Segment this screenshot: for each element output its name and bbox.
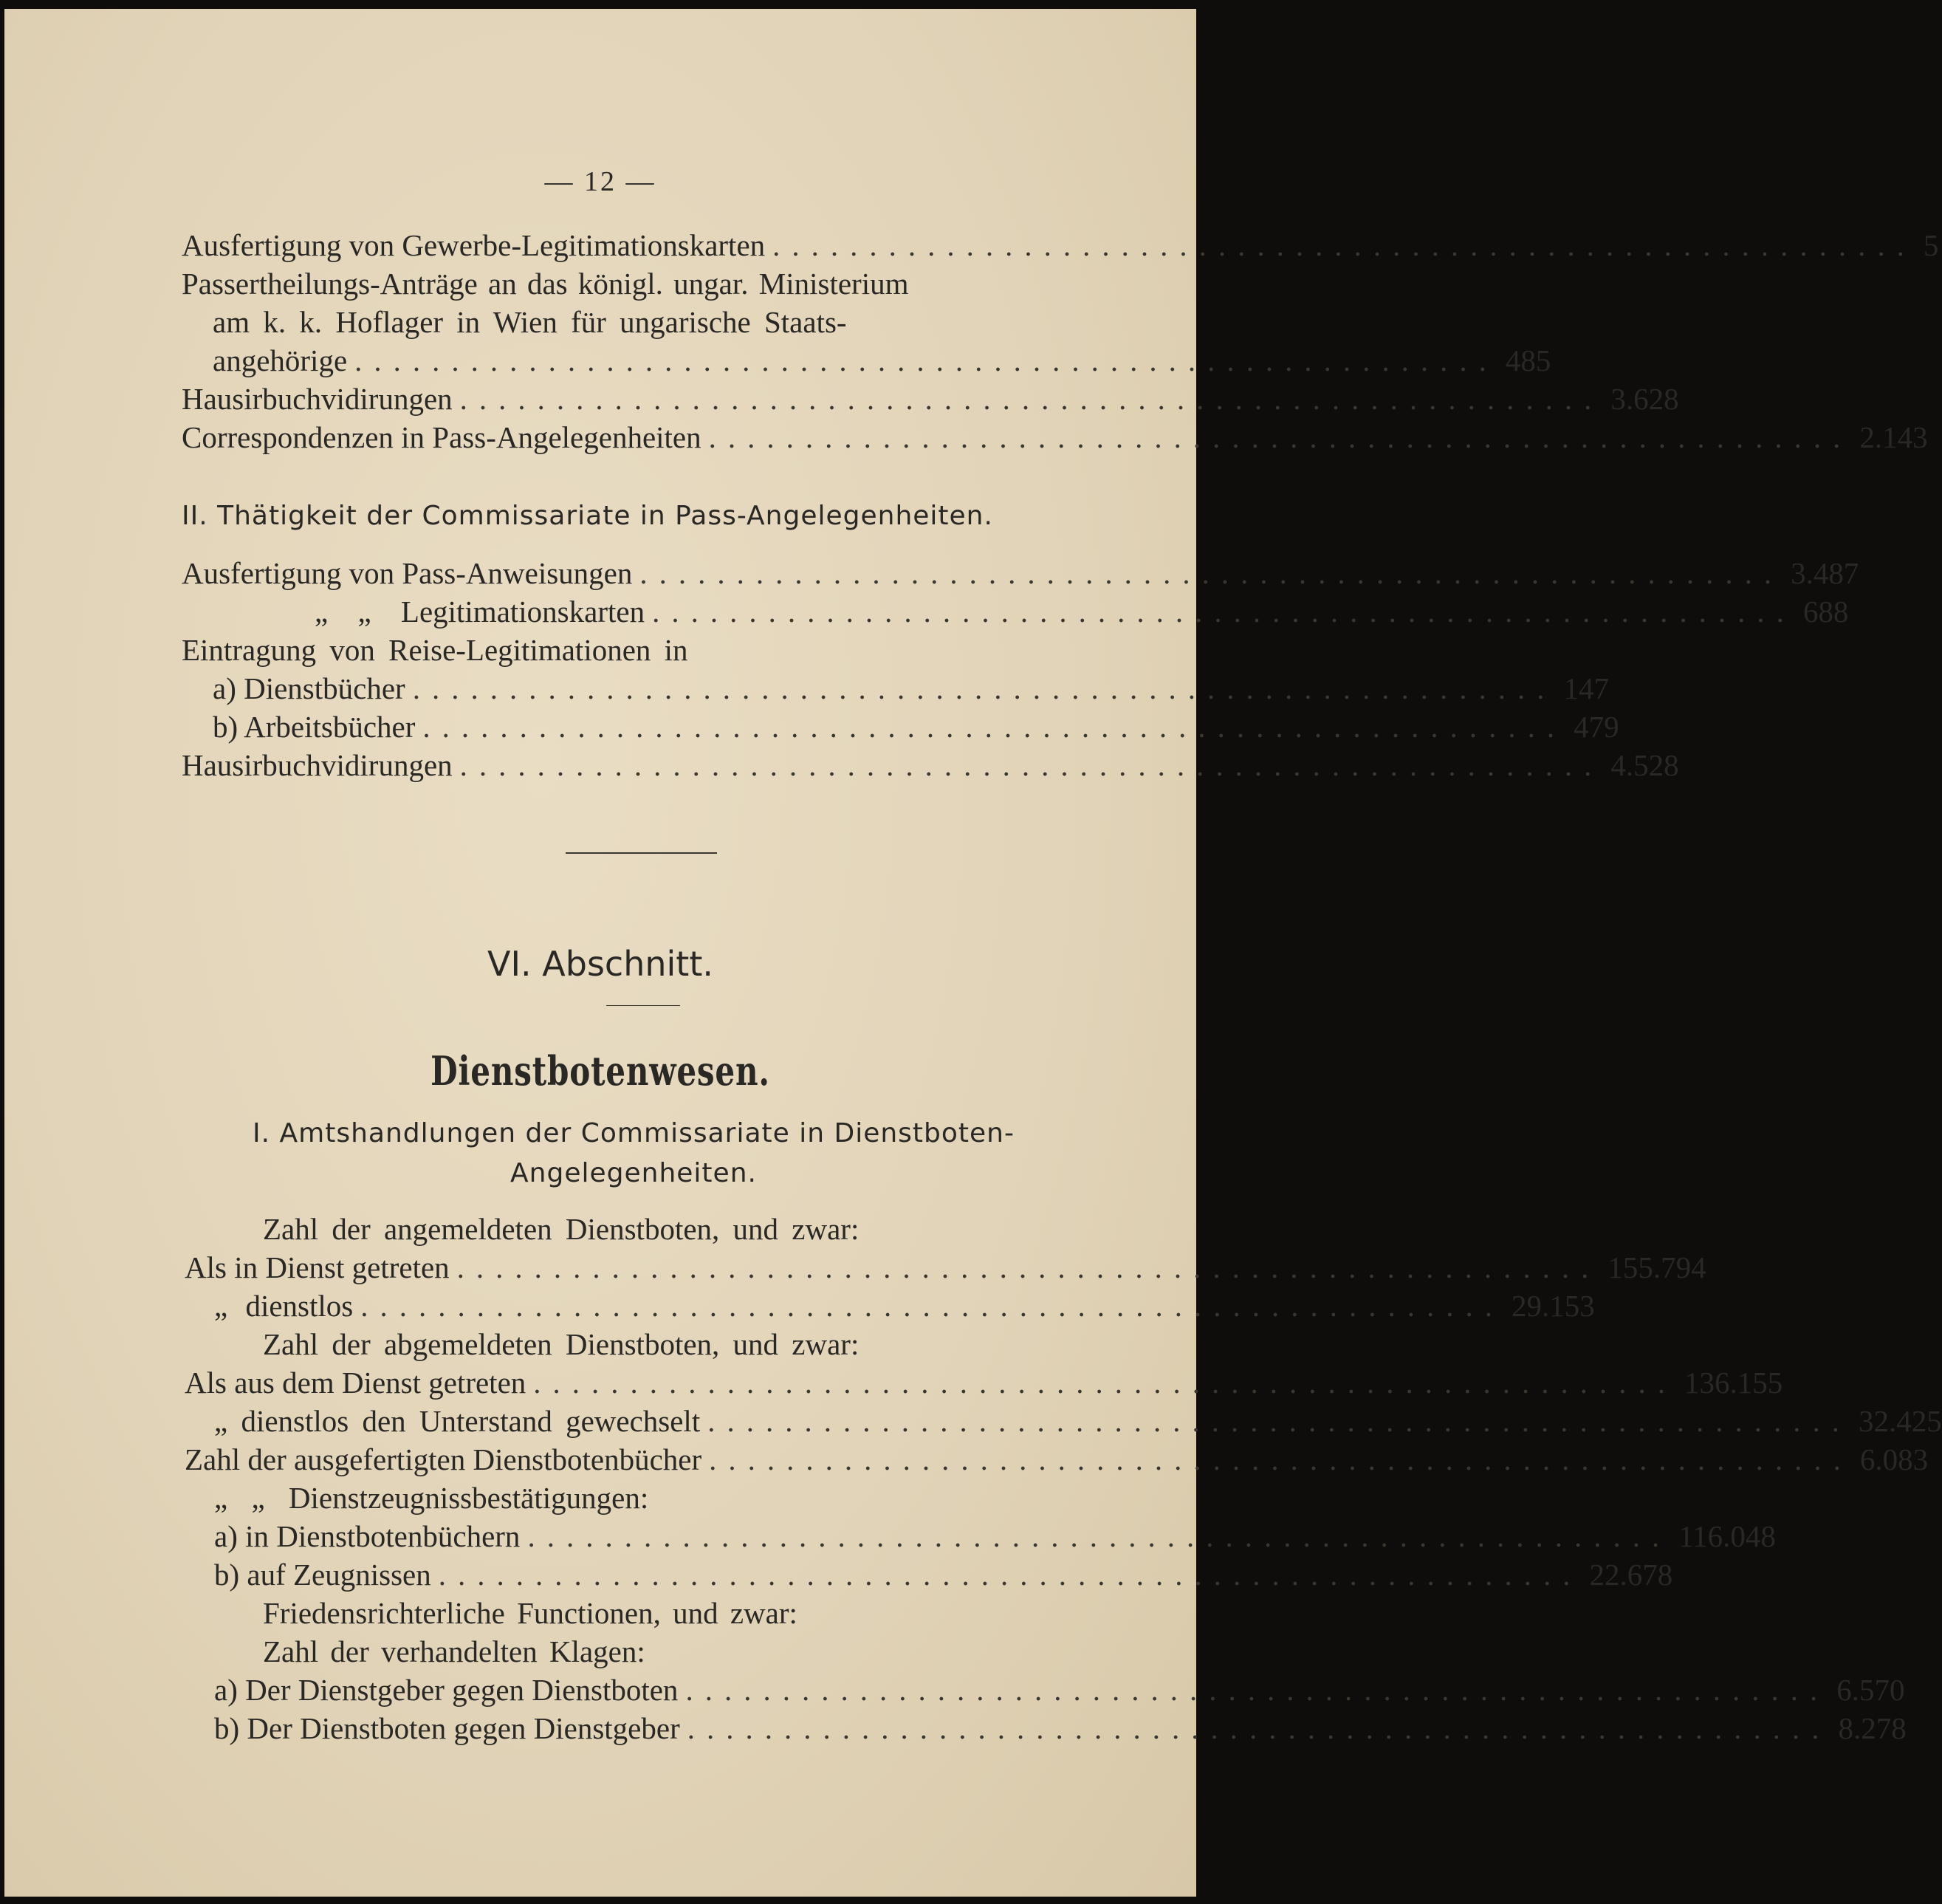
- entry-auf-zeugnissen: [214, 1557, 1673, 1595]
- entry-dienstgeber-gegen-dienstboten: [214, 1672, 1905, 1710]
- entry-label: Zahl der ausgefertigten Dienstbotenbücher: [185, 1442, 702, 1476]
- leader-dots: ...........................................................: [527, 1519, 1672, 1553]
- entry-label: a) Der Dienstgeber gegen Dienstboten: [214, 1673, 679, 1707]
- entry-label: a) Dienstbücher: [213, 671, 405, 705]
- entry-value: 22.678: [1589, 1558, 1673, 1592]
- entry-value: 479: [1574, 710, 1619, 744]
- entry-angehoerige: [213, 343, 1551, 381]
- entry-label: „ dienstlos: [214, 1289, 354, 1323]
- leader-dots: ...........................................................: [639, 556, 1784, 590]
- entry-label: Als aus dem Dienst getreten: [185, 1366, 526, 1400]
- subheading-line-2: Angelegenheiten.: [510, 1158, 757, 1188]
- leader-dots: ...........................................................: [456, 1250, 1601, 1284]
- leader-dots: ...........................................................: [687, 1711, 1831, 1745]
- entry-value: 116.048: [1678, 1519, 1776, 1553]
- leader-dots: ...........................................................: [533, 1366, 1678, 1400]
- leader-dots: ...........................................................: [360, 1289, 1504, 1323]
- leader-dots: ...........................................................: [707, 1404, 1851, 1438]
- entry-label: b) Der Dienstboten gegen Dienstgeber: [214, 1711, 680, 1745]
- entry-label: a) in Dienstbotenbüchern: [214, 1519, 521, 1553]
- entry-value: 8.278: [1838, 1711, 1907, 1745]
- entry-dienstbotenbuecher: [185, 1442, 1929, 1480]
- entry-value: 2.143: [1859, 420, 1928, 454]
- entry-value: 32.425: [1858, 1404, 1942, 1438]
- entry-value: 5: [1923, 228, 1939, 262]
- entry-dienstboten-gegen-dienstgeber: [214, 1710, 1907, 1749]
- entry-value: 3.628: [1610, 382, 1679, 416]
- text-passertheilungs: Passertheilungs-Anträge an das königl. ungar. Ministerium: [182, 267, 909, 301]
- subheading-line-1: I. Amtshandlungen der Commissariate in Dienstboten-: [253, 1118, 1015, 1148]
- heading-pass-angelegenheiten: II. Thätigkeit der Commissariate in Pass-Angelegenheiten.: [182, 501, 993, 531]
- entry-value: 485: [1505, 343, 1551, 377]
- leader-dots: ...........................................................: [652, 595, 1796, 629]
- text-hoflager: am k. k. Hoflager in Wien für ungarische Staats-: [213, 305, 847, 339]
- entry-label: b) auf Zeugnissen: [214, 1558, 431, 1592]
- text-dienstzeugnissbestaetigungen: „ „ Dienstzeugnissbestätigungen:: [214, 1481, 649, 1515]
- section-heading: VI. Abschnitt.: [487, 944, 713, 984]
- entry-in-dienst-getreten: [185, 1250, 1706, 1288]
- section-rule: [606, 1005, 680, 1006]
- page-number: — 12 —: [544, 166, 656, 197]
- entry-value: 147: [1563, 671, 1609, 705]
- leader-dots: ...........................................................: [422, 710, 1567, 744]
- entry-label: angehörige: [213, 343, 348, 377]
- entry-hausirbuchvidirungen-2: [182, 747, 1679, 786]
- leader-dots: ...........................................................: [772, 228, 1916, 262]
- leader-dots: ...........................................................: [459, 748, 1604, 782]
- entry-label: Als in Dienst getreten: [185, 1250, 450, 1284]
- entry-value: 4.528: [1610, 748, 1679, 782]
- entry-value: 155.794: [1608, 1250, 1706, 1284]
- leader-dots: ...........................................................: [438, 1558, 1582, 1592]
- entry-label: Ausfertigung von Gewerbe-Legitimationskarten: [182, 228, 766, 262]
- entry-label: „ „ Legitimationskarten: [315, 595, 645, 629]
- divider-rule: [566, 852, 717, 854]
- page-content: [4, 9, 1942, 1897]
- text-friedensrichterliche: Friedensrichterliche Functionen, und zwar:: [263, 1596, 797, 1630]
- entry-label: Hausirbuchvidirungen: [182, 748, 453, 782]
- entry-label: „ dienstlos den Unterstand gewechselt: [214, 1404, 701, 1438]
- entry-value: 29.153: [1511, 1289, 1595, 1323]
- chapter-title: Dienstbotenwesen.: [430, 1047, 770, 1095]
- entry-arbeitsbuecher: [213, 709, 1619, 747]
- leader-dots: ...........................................................: [709, 1442, 1853, 1476]
- entry-dienstbuecher: [213, 671, 1609, 709]
- entry-value: 3.487: [1791, 556, 1859, 590]
- entry-label: Ausfertigung von Pass-Anweisungen: [182, 556, 633, 590]
- leader-dots: ...........................................................: [708, 420, 1853, 454]
- leader-dots: ...........................................................: [412, 671, 1557, 705]
- entry-value: 6.570: [1836, 1673, 1905, 1707]
- document-page: [4, 9, 1942, 1897]
- entry-label: Hausirbuchvidirungen: [182, 382, 453, 416]
- entry-hausirbuchvidirungen-1: [182, 381, 1679, 420]
- entry-legitimationskarten: [315, 594, 1849, 632]
- entry-gewerbe-legitimationskarten: [182, 227, 1939, 266]
- text-verhandelten-klagen: Zahl der verhandelten Klagen:: [263, 1634, 645, 1668]
- entry-value: 688: [1802, 595, 1849, 629]
- entry-value: 6.083: [1859, 1442, 1929, 1476]
- text-angemeldeten: Zahl der angemeldeten Dienstboten, und zwar:: [263, 1212, 860, 1246]
- entry-unterstand-gewechselt: [214, 1403, 1942, 1442]
- entry-label: b) Arbeitsbücher: [213, 710, 416, 744]
- entry-pass-anweisungen: [182, 555, 1859, 594]
- entry-in-dienstbotenbuechern: [214, 1518, 1776, 1557]
- leader-dots: ...........................................................: [685, 1673, 1830, 1707]
- entry-dienstlos: [214, 1288, 1595, 1326]
- entry-value: 136.155: [1684, 1366, 1783, 1400]
- entry-label: Correspondenzen in Pass-Angelegenheiten: [182, 420, 701, 454]
- leader-dots: ...........................................................: [354, 343, 1498, 377]
- leader-dots: ...........................................................: [459, 382, 1604, 416]
- text-abgemeldeten: Zahl der abgemeldeten Dienstboten, und zwar:: [263, 1327, 860, 1361]
- entry-aus-dem-dienst: [185, 1365, 1783, 1403]
- text-eintragung: Eintragung von Reise-Legitimationen in: [182, 633, 688, 667]
- entry-correspondenzen: [182, 420, 1928, 458]
